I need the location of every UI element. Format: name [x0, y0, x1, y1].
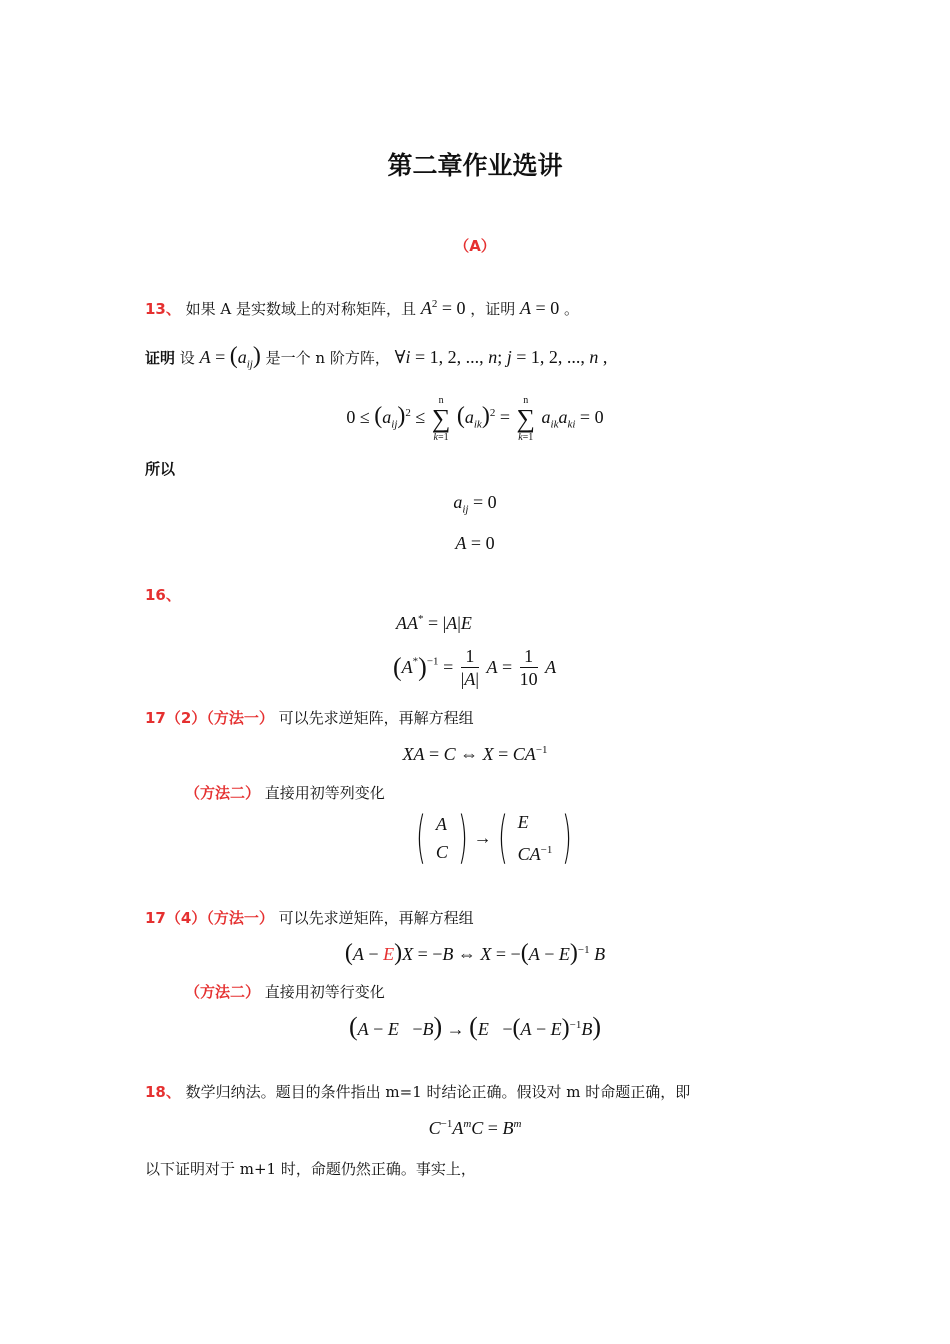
statement-text-b: ，证明: [470, 300, 516, 318]
equation-ae-x: (A − E)X = −B ⇔ $X = -(A - E)^{-1}$ B: [344, 940, 606, 966]
problem-number: 13、: [145, 300, 181, 318]
problem-18-continuation: 以下证明对于 m+1 时，命题仍然正确。事实上，: [145, 1160, 476, 1178]
problem-16-number: 16、: [145, 586, 181, 604]
so-label: 所以: [145, 460, 176, 478]
method-two-text: 直接用初等行变化: [264, 983, 385, 1001]
problem-13-statement: [145, 298, 579, 319]
equation-aij-zero: $a_{ij} = 0$: [453, 492, 497, 516]
problem-17-2-line: [145, 707, 474, 728]
problem-13-proof-line: [145, 343, 607, 371]
proof-text-b: 是一个 n 阶方阵，: [265, 349, 390, 367]
method-two-text: 直接用初等列变化: [264, 784, 385, 802]
equation-row-transform: $(A - E -B) \to (E -(A - E)^{-1}B)$: [348, 1012, 602, 1041]
page-title: 第二章作业选讲: [387, 151, 563, 180]
equation-adjugate-inverse: $(A^*)^{-1}$ = $\frac{1}{|A|}$ A = $\frac{1}{10}$ A: [393, 646, 557, 689]
problem-number: 17（4）: [145, 909, 207, 927]
equation-column-transform: ( A C ) → ( E $CA^{-1}$ ): [416, 805, 573, 870]
math-a-def: $A = (a_{ij})$: [199, 343, 261, 371]
equation-induction: $C^{-1}A^mC = B^m$: [428, 1118, 522, 1138]
math-index-range: ∀i = 1, 2, ..., n; j = 1, 2, ..., n ,: [394, 347, 608, 367]
statement-text-a: 如果 A 是实数域上的对称矩阵，且: [185, 300, 417, 318]
method-two-label: （方法二）: [185, 784, 261, 802]
method-one-label: （方法一）: [206, 709, 274, 727]
problem-18-text: 数学归纳法。题目的条件指出 m=1 时结论正确。假设对 m 时命题正确，即: [185, 1083, 691, 1101]
problem-number: 18、: [145, 1083, 181, 1101]
method-two-label: （方法二）: [185, 983, 261, 1001]
method-one-text: 可以先求逆矩阵，再解方程组: [278, 909, 474, 927]
proof-text-a: 设: [179, 349, 195, 367]
problem-18-statement: [145, 1081, 690, 1102]
proof-label: 证明: [145, 349, 176, 367]
problem-number: 17（2）: [145, 709, 207, 727]
statement-text-c: 。: [563, 300, 579, 318]
math-a-zero: A = 0: [520, 298, 560, 318]
equation-xa-c: XA = C ⇔ $X = CA^{-1}$: [402, 744, 548, 764]
equation-a-zero: A = 0: [455, 533, 495, 553]
equation-sum-squares: $0 \le (a_{ij})^2 \le n$ ∑ k=1 $(a_{ik})^2 = n$ ∑ k=1 $a_{ik}a_{ki} = 0$: [346, 395, 604, 443]
math-a-squared: $A^2 = 0$: [420, 298, 466, 318]
section-heading: （A）: [454, 237, 496, 255]
problem-17-4-line: [145, 907, 474, 928]
equation-adjugate: AA* = |A|E: [396, 613, 472, 633]
problem-17-2-method2: [185, 782, 385, 803]
problem-17-4-method2: [185, 981, 385, 1002]
method-one-label: （方法一）: [206, 909, 274, 927]
method-one-text: 可以先求逆矩阵，再解方程组: [278, 709, 474, 727]
